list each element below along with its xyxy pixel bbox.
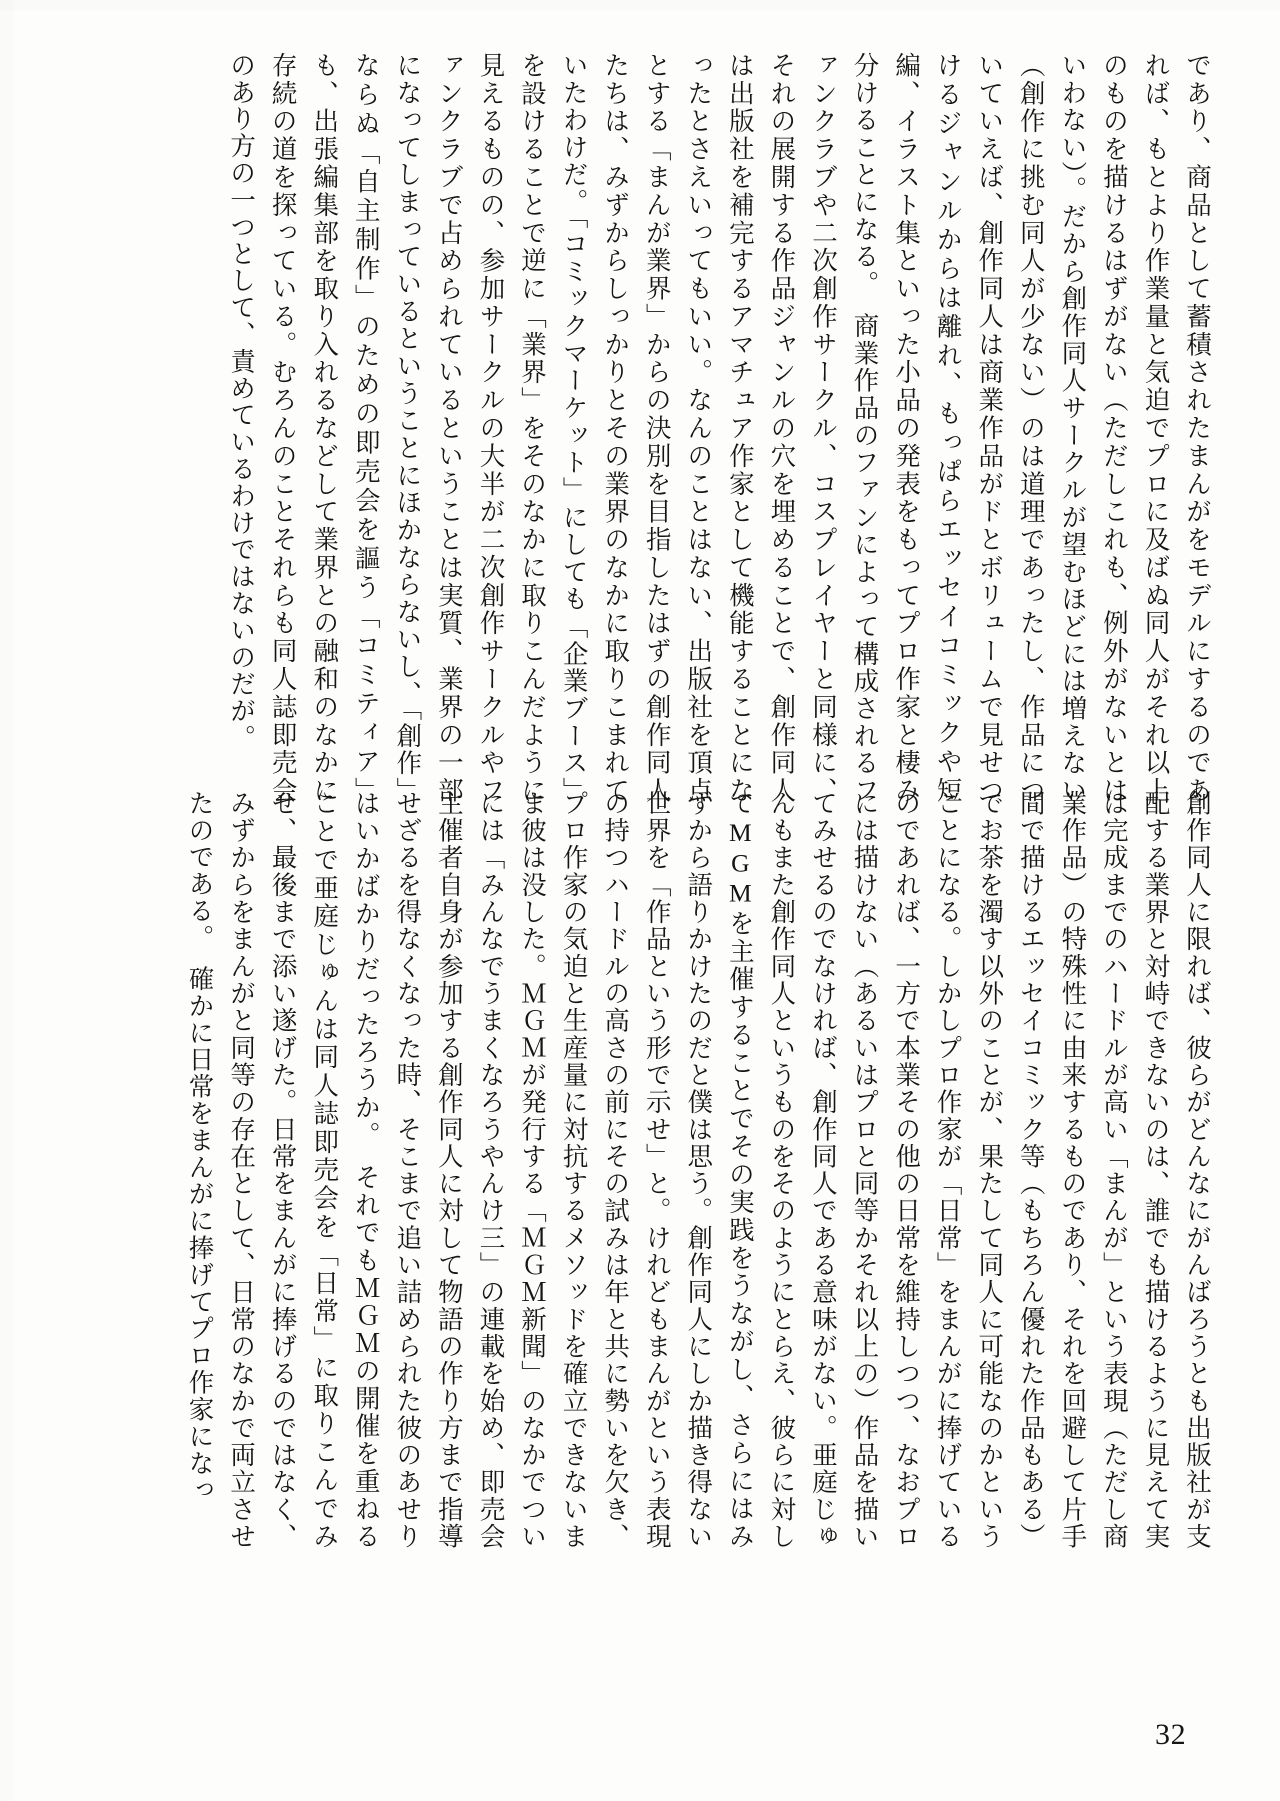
page-number: 32 bbox=[1155, 1718, 1187, 1751]
paragraph-2: 創作同人に限れば、彼らがどんなにがんばろうとも出版社が支配する業界と対峙できないのは、誰でも描けるように見えて実は完成までのハードルが高い「まんが」という表現（ただし商業作品）の特殊性に由来するものであり、それを回避して片手間で描けるエッセイコミック等（もちろん優れた作品もある）でお茶を濁す以外のことが、果たして同人に可能なのかということになる。しかしプロ作家が「日常」をまんがに捧げているのであれば、一方で本業その他の日常を維持しつつ、なおプロには描けない（あるいはプロと同等かそれ以上の）作品を描いてみせるのでなければ、創作同人である意味がない。亜庭じゅんもまた創作同人というものをそのようにとらえ、彼らに対してMGMを主催することでその実践をうながし、さらにはみずから語りかけたのだと僕は思う。創作同人にしか描き得ない世界を「作品という形で示せ」と。けれどもまんがという表現の持つハードルの高さの前にその試みは年と共に勢いを欠き、プロ作家の気迫と生産量に対抗するメソッドを確立できないまま彼は没した。ＭＧＭが発行する「ＭＧＭ新聞」のなかでついには「みんなでうまくなろうやんけ三」の連載を始め、即売会主催者自身が参加する創作同人に対して物語の作り方まで指導せざるを得なくなった時、そこまで追い詰められた彼のあせりはいかばかりだったろうか。 それでもＭＧＭの開催を重ねることで亜庭じゅんは同人誌即売会を「日常」に取りこんでみせ、最後まで添い遂げた。日常をまんがに捧げるのではなく、みずからをまんがと同等の存在として、日常のなかで両立させたのである。 確かに日常をまんがに捧げてプロ作家になっ bbox=[185, 790, 1212, 1550]
page-edge-shading-top bbox=[0, 0, 1280, 10]
body-text-block-lower bbox=[132, 790, 1218, 1550]
page-edge-shading-left bbox=[0, 0, 14, 1801]
paragraph-1: であり、商品として蓄積されたまんがをモデルにするのであれば、もとより作業量と気迫でプロに及ばぬ同人がそれ以上のものを描けるはずがない（ただしこれも、例外がないとはいわない）。だから創作同人サークルが望むほどには増えない（創作に挑む同人が少ない）のは道理であったし、作品についていえば、創作同人は商業作品がドとボリュームで見せつけるジャンルからは離れ、もっぱらエッセイコミックや短編、イラスト集といった小品の発表をもってプロ作家と棲み分けることになる。 商業作品のファンによって構成されるファンクラブや二次創作サークル、コスプレイヤーと同様に、それの展開する作品ジャンルの穴を埋めることで、創作同人は出版社を補完するアマチュア作家として機能することになったとさえいってもいい。なんのことはない、出版社を頂点とする「まんが業界」からの決別を目指したはずの創作同人たちは、みずからしっかりとその業界のなかに取りこまれていたわけだ。「コミックマーケット」にしても「企業ブース」を設けることで逆に「業界」をそのなかに取りこんだように見えるものの、参加サークルの大半が二次創作サークルやファンクラブで占められているということは実質、業界の一部になってしまっているということにほかならないし、「創作」ならぬ「自主制作」のための即売会を謳う「コミティア」も、出張編集部を取り入れるなどして業界との融和のなかに存続の道を探っている。むろんのことそれらも同人誌即売会のあり方の一つとして、責めているわけではないのだが。 bbox=[227, 52, 1212, 804]
body-text-block-upper bbox=[132, 52, 1218, 804]
